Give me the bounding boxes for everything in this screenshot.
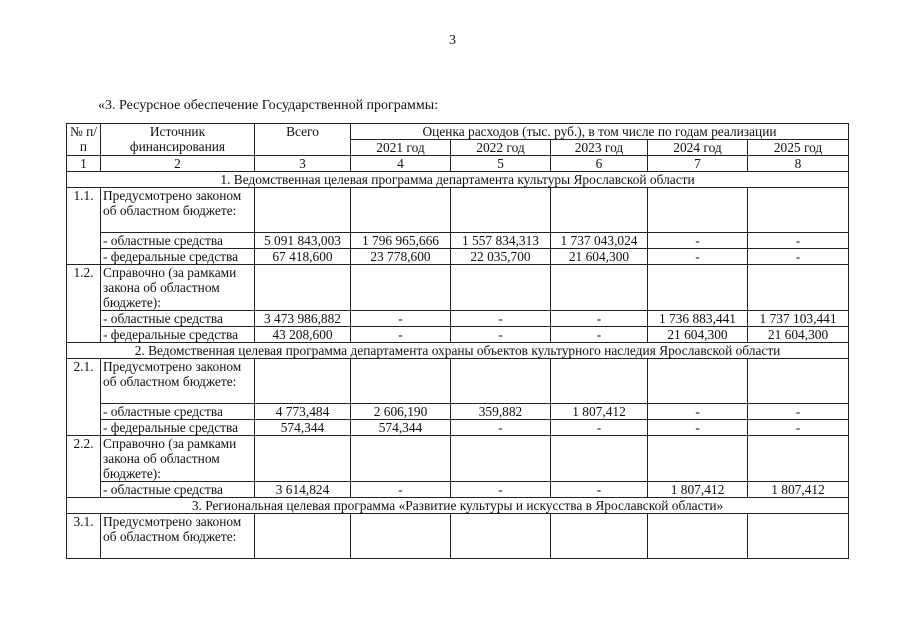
- year-value-cell: 23 778,600: [351, 249, 451, 265]
- header-year: 2021 год: [351, 140, 451, 156]
- index-cell: 4: [351, 156, 451, 172]
- empty-cell: [748, 265, 849, 311]
- year-value-cell: 359,882: [451, 404, 551, 420]
- group-label: Предусмотрено законом об областном бюджете:: [101, 359, 255, 404]
- year-value-cell: -: [551, 311, 648, 327]
- group-label-row: [67, 265, 849, 311]
- header-row: [67, 124, 849, 140]
- section-title: 3. Региональная целевая программа «Развитие культуры и искусства в Ярославской области»: [67, 498, 849, 514]
- total-cell: 43 208,600: [255, 327, 351, 343]
- empty-cell: [648, 265, 748, 311]
- index-cell: 1: [67, 156, 101, 172]
- index-cell: 2: [101, 156, 255, 172]
- index-cell: 6: [551, 156, 648, 172]
- empty-cell: [748, 188, 849, 233]
- group-label-row: [67, 359, 849, 404]
- year-value-cell: -: [648, 404, 748, 420]
- header-source: Источник финансирования: [101, 124, 255, 156]
- table-row: [67, 420, 849, 436]
- year-value-cell: -: [451, 327, 551, 343]
- year-value-cell: -: [748, 404, 849, 420]
- year-value-cell: 22 035,700: [451, 249, 551, 265]
- group-label-row: [67, 188, 849, 233]
- year-value-cell: -: [451, 420, 551, 436]
- group-label: Предусмотрено законом об областном бюджете:: [101, 188, 255, 233]
- row-code: 3.1.: [67, 514, 101, 559]
- group-label: Справочно (за рамками закона об областном бюджете):: [101, 265, 255, 311]
- empty-cell: [648, 436, 748, 482]
- table-row: [67, 482, 849, 498]
- source-cell: - областные средства: [101, 233, 255, 249]
- index-row: [67, 156, 849, 172]
- year-value-cell: 1 796 965,666: [351, 233, 451, 249]
- year-value-cell: 574,344: [351, 420, 451, 436]
- empty-cell: [648, 188, 748, 233]
- empty-cell: [451, 188, 551, 233]
- source-cell: - областные средства: [101, 482, 255, 498]
- group-label-row: [67, 514, 849, 559]
- empty-cell: [451, 359, 551, 404]
- empty-cell: [255, 265, 351, 311]
- section-heading: «3. Ресурсное обеспечение Государственной программы:: [98, 98, 439, 113]
- header-year: 2022 год: [451, 140, 551, 156]
- year-value-cell: 21 604,300: [748, 327, 849, 343]
- empty-cell: [451, 514, 551, 559]
- table-row: [67, 311, 849, 327]
- empty-cell: [451, 265, 551, 311]
- section-title-row: [67, 343, 849, 359]
- total-cell: 67 418,600: [255, 249, 351, 265]
- year-value-cell: -: [748, 249, 849, 265]
- page-number: 3: [449, 33, 456, 48]
- year-value-cell: 1 807,412: [648, 482, 748, 498]
- header-estimate: Оценка расходов (тыс. руб.), в том числе по годам реализации: [351, 124, 849, 140]
- empty-cell: [255, 514, 351, 559]
- year-value-cell: 2 606,190: [351, 404, 451, 420]
- header-year: 2024 год: [648, 140, 748, 156]
- empty-cell: [255, 436, 351, 482]
- year-value-cell: -: [351, 311, 451, 327]
- empty-cell: [648, 514, 748, 559]
- source-cell: - областные средства: [101, 404, 255, 420]
- empty-cell: [748, 436, 849, 482]
- index-cell: 5: [451, 156, 551, 172]
- source-cell: - федеральные средства: [101, 327, 255, 343]
- row-code: 1.1.: [67, 188, 101, 265]
- year-value-cell: -: [451, 311, 551, 327]
- year-value-cell: -: [748, 420, 849, 436]
- group-label: Предусмотрено законом об областном бюджете:: [101, 514, 255, 559]
- table-row: [67, 327, 849, 343]
- row-code: 2.1.: [67, 359, 101, 436]
- year-value-cell: 21 604,300: [648, 327, 748, 343]
- year-value-cell: 1 736 883,441: [648, 311, 748, 327]
- year-value-cell: 1 557 834,313: [451, 233, 551, 249]
- empty-cell: [748, 514, 849, 559]
- empty-cell: [648, 359, 748, 404]
- year-value-cell: -: [551, 327, 648, 343]
- section-title-row: [67, 498, 849, 514]
- year-value-cell: 21 604,300: [551, 249, 648, 265]
- table-row: [67, 249, 849, 265]
- header-total: Всего: [255, 124, 351, 156]
- table-row: [67, 233, 849, 249]
- year-value-cell: -: [451, 482, 551, 498]
- year-value-cell: 1 737 103,441: [748, 311, 849, 327]
- empty-cell: [351, 188, 451, 233]
- empty-cell: [551, 436, 648, 482]
- year-value-cell: 1 807,412: [748, 482, 849, 498]
- empty-cell: [351, 514, 451, 559]
- year-value-cell: -: [351, 482, 451, 498]
- year-value-cell: -: [551, 420, 648, 436]
- empty-cell: [351, 265, 451, 311]
- year-value-cell: -: [648, 233, 748, 249]
- empty-cell: [255, 188, 351, 233]
- header-year: 2025 год: [748, 140, 849, 156]
- header-num: № п/п: [67, 124, 101, 156]
- total-cell: 574,344: [255, 420, 351, 436]
- row-code: 2.2.: [67, 436, 101, 498]
- source-cell: - областные средства: [101, 311, 255, 327]
- section-title: 1. Ведомственная целевая программа департамента культуры Ярославской области: [67, 172, 849, 188]
- empty-cell: [551, 514, 648, 559]
- year-value-cell: -: [648, 249, 748, 265]
- total-cell: 3 473 986,882: [255, 311, 351, 327]
- budget-table: [66, 123, 849, 559]
- empty-cell: [551, 359, 648, 404]
- empty-cell: [255, 359, 351, 404]
- index-cell: 8: [748, 156, 849, 172]
- empty-cell: [351, 436, 451, 482]
- source-cell: - федеральные средства: [101, 249, 255, 265]
- year-value-cell: -: [351, 327, 451, 343]
- year-value-cell: -: [551, 482, 648, 498]
- total-cell: 3 614,824: [255, 482, 351, 498]
- total-cell: 5 091 843,003: [255, 233, 351, 249]
- header-year: 2023 год: [551, 140, 648, 156]
- year-value-cell: 1 737 043,024: [551, 233, 648, 249]
- year-value-cell: 1 807,412: [551, 404, 648, 420]
- empty-cell: [451, 436, 551, 482]
- year-value-cell: -: [648, 420, 748, 436]
- empty-cell: [551, 265, 648, 311]
- row-code: 1.2.: [67, 265, 101, 343]
- group-label-row: [67, 436, 849, 482]
- budget-table-body: [67, 124, 849, 559]
- empty-cell: [351, 359, 451, 404]
- index-cell: 7: [648, 156, 748, 172]
- section-title-row: [67, 172, 849, 188]
- section-title: 2. Ведомственная целевая программа департамента охраны объектов культурного наследия Ярославской области: [67, 343, 849, 359]
- empty-cell: [551, 188, 648, 233]
- empty-cell: [748, 359, 849, 404]
- table-row: [67, 404, 849, 420]
- index-cell: 3: [255, 156, 351, 172]
- year-value-cell: -: [748, 233, 849, 249]
- total-cell: 4 773,484: [255, 404, 351, 420]
- source-cell: - федеральные средства: [101, 420, 255, 436]
- group-label: Справочно (за рамками закона об областном бюджете):: [101, 436, 255, 482]
